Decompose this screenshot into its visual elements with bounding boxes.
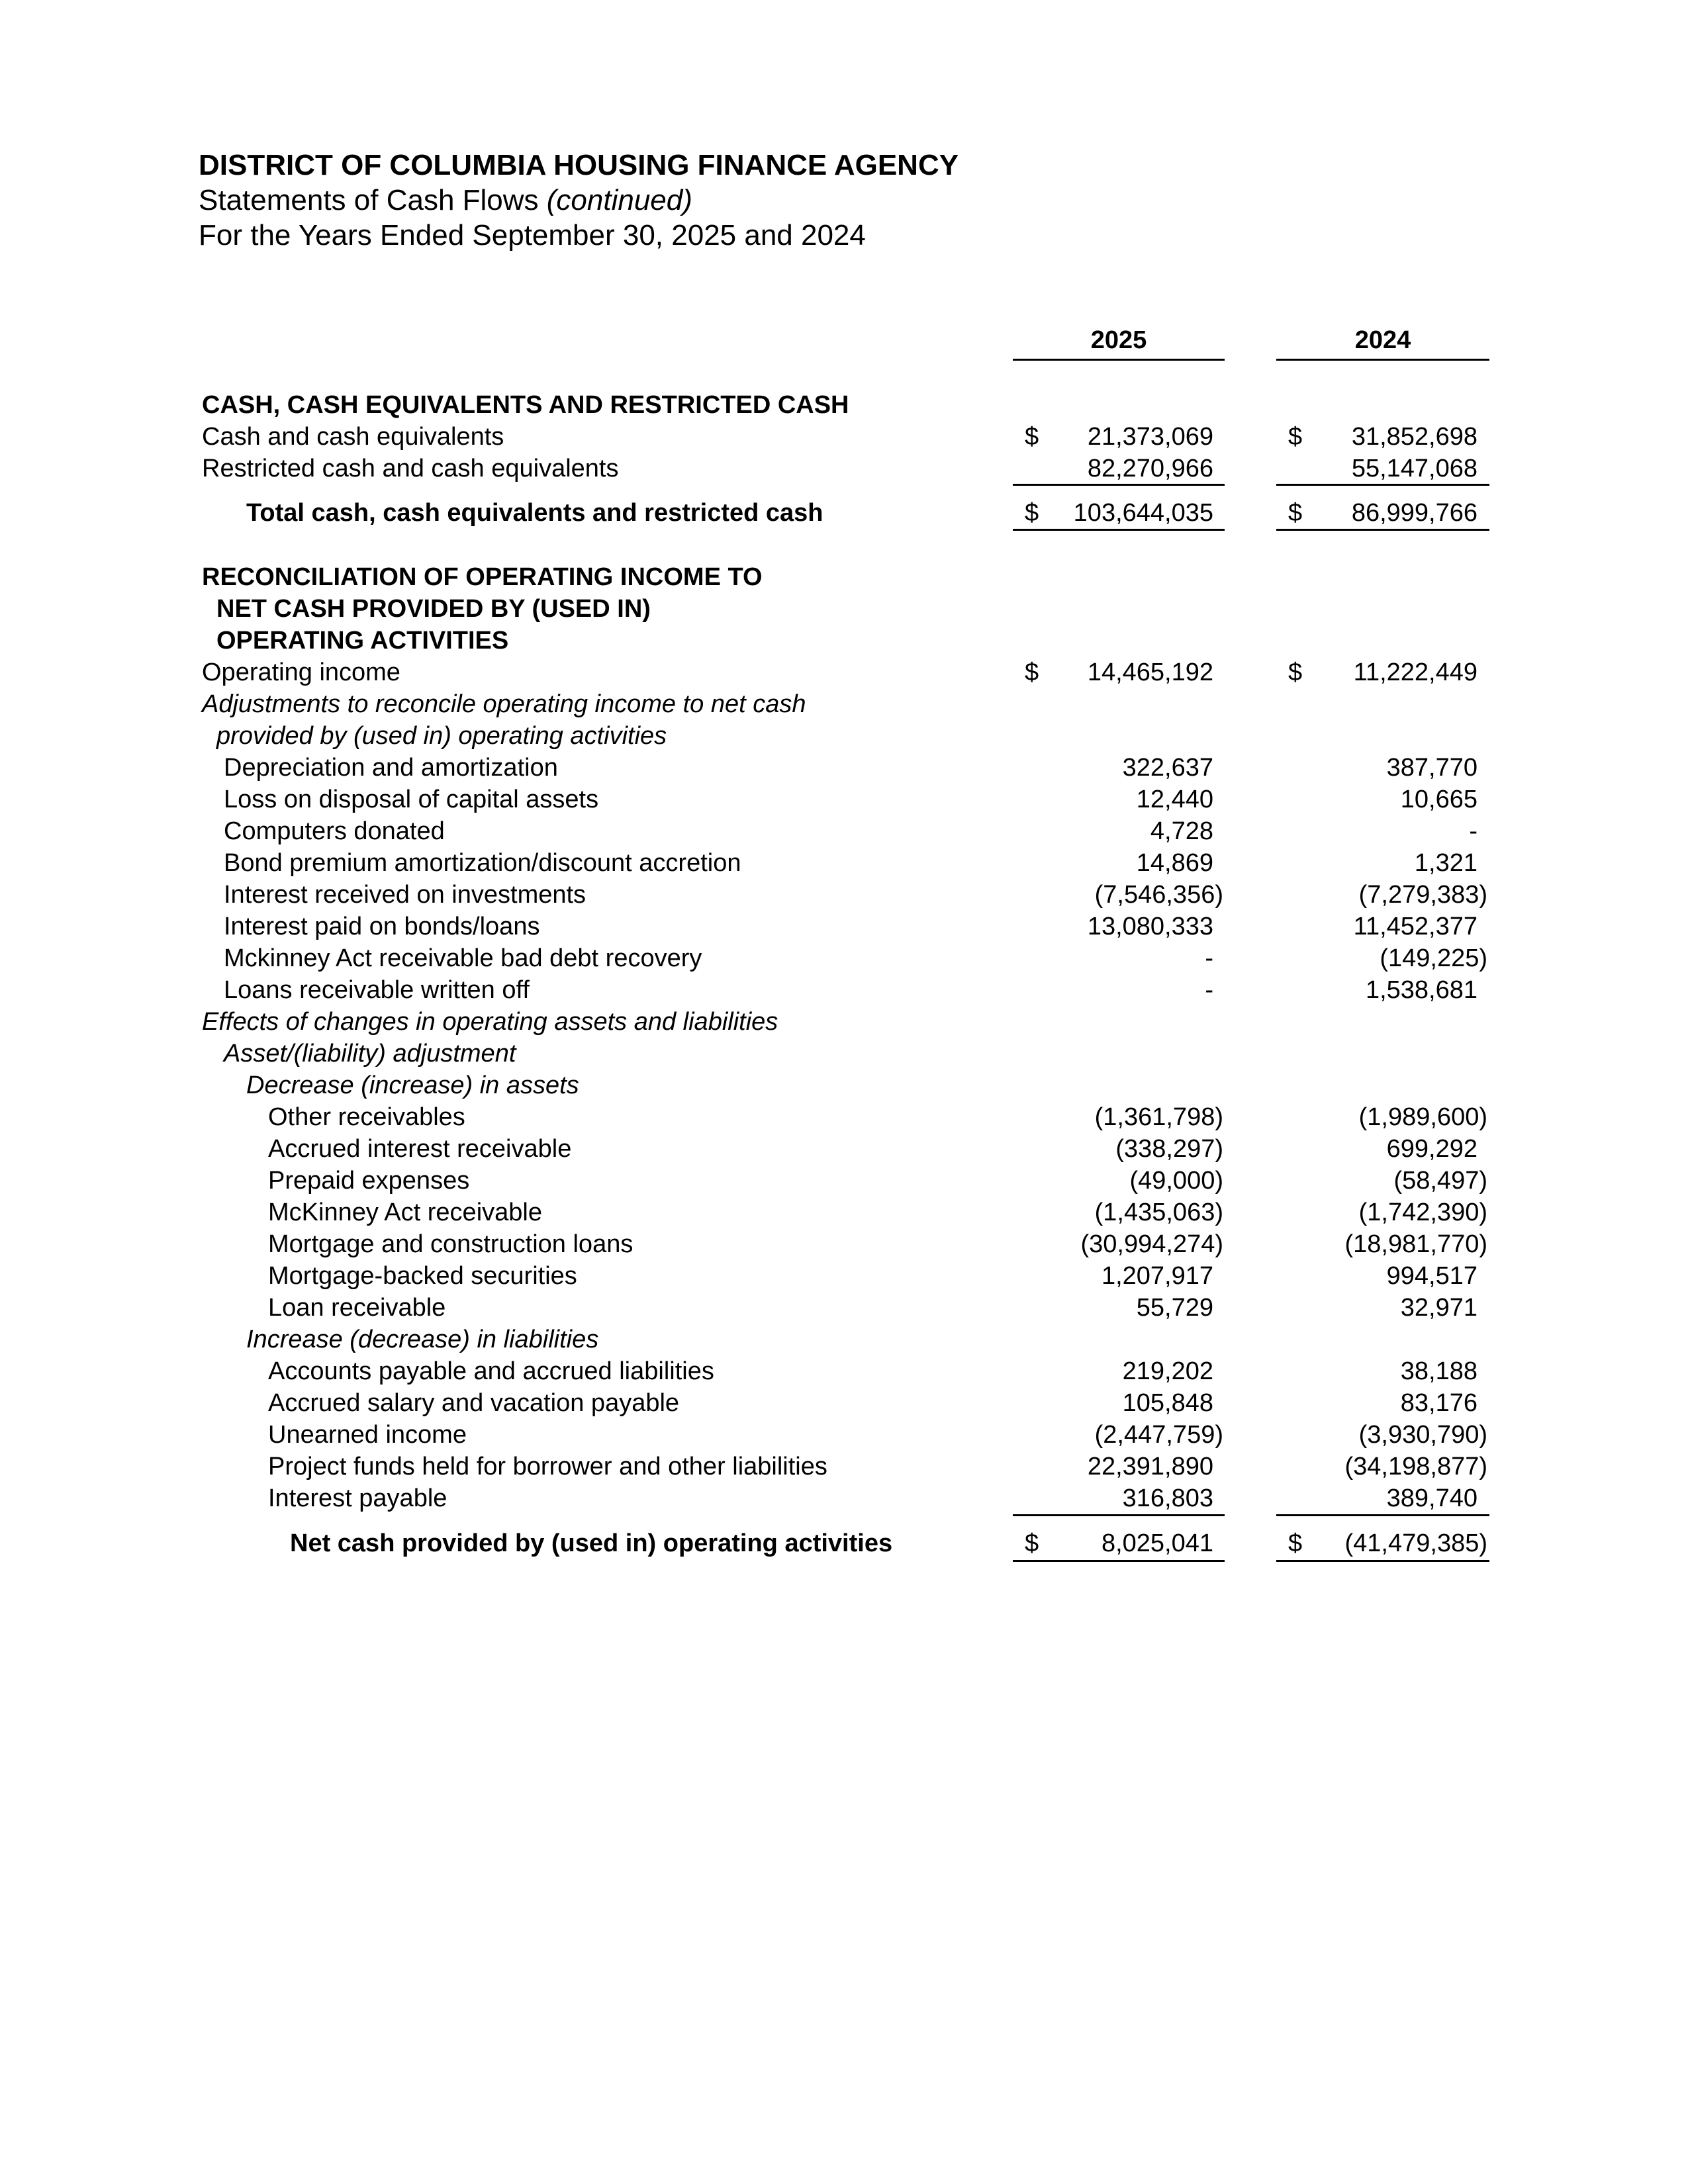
table-row — [0, 942, 1688, 974]
subheading-row — [0, 1038, 1688, 1069]
dollar-sign: $ — [1025, 499, 1039, 527]
row-label: Adjustments to reconcile operating income to net cash — [202, 690, 806, 718]
table-row — [0, 1355, 1688, 1387]
row-label: Cash and cash equivalents — [202, 423, 504, 451]
dollar-sign: $ — [1025, 659, 1039, 686]
column-header-2024: 2024 — [1276, 326, 1489, 361]
row-label: McKinney Act receivable — [268, 1199, 542, 1226]
statement-period: For the Years Ended September 30, 2025 and 2024 — [199, 219, 866, 251]
value-2024: (34,198,877) — [1344, 1453, 1487, 1480]
table-row — [0, 1482, 1688, 1514]
column-header-2025: 2025 — [1013, 326, 1225, 361]
table-row — [0, 1292, 1688, 1324]
table-row — [0, 453, 1688, 484]
table-row — [0, 1197, 1688, 1228]
subtotal-rule — [1276, 484, 1489, 486]
table-row — [0, 1133, 1688, 1165]
row-label: Effects of changes in operating assets and liabilities — [202, 1008, 778, 1036]
value-2025: 13,080,333 — [1087, 913, 1213, 940]
table-row — [0, 847, 1688, 879]
subtotal-rule — [1276, 1514, 1489, 1516]
row-label: Decrease (increase) in assets — [246, 1071, 579, 1099]
row-label: Prepaid expenses — [268, 1167, 470, 1195]
row-label: Accounts payable and accrued liabilities — [268, 1357, 714, 1385]
value-2024: 994,517 — [1386, 1262, 1477, 1290]
value-2024: 389,740 — [1386, 1484, 1477, 1512]
dollar-sign: $ — [1025, 1529, 1039, 1557]
row-label: Increase (decrease) in liabilities — [246, 1326, 599, 1353]
section-heading: NET CASH PROVIDED BY (USED IN) — [216, 595, 651, 623]
subheading-row — [0, 1069, 1688, 1101]
value-2025: 22,391,890 — [1087, 1453, 1213, 1480]
table-row — [0, 879, 1688, 911]
value-2024: 387,770 — [1386, 754, 1477, 782]
row-label: Loan receivable — [268, 1294, 446, 1322]
value-2025: (7,546,356) — [1094, 881, 1223, 909]
value-2024: (58,497) — [1393, 1167, 1487, 1195]
table-row — [0, 1101, 1688, 1133]
recon-heading-row — [0, 561, 1688, 593]
value-2025: (1,435,063) — [1094, 1199, 1223, 1226]
row-label: Mckinney Act receivable bad debt recovery — [224, 944, 702, 972]
statement-name: Statements of Cash Flows — [199, 184, 547, 216]
row-label: Interest payable — [268, 1484, 447, 1512]
continued-note: (continued) — [546, 184, 692, 216]
value-2024: (1,989,600) — [1358, 1103, 1487, 1131]
row-label: Unearned income — [268, 1421, 467, 1449]
row-label: Interest paid on bonds/loans — [224, 913, 540, 940]
total-rule — [1013, 1560, 1225, 1562]
value-2024: 1,321 — [1414, 849, 1477, 877]
org-title: DISTRICT OF COLUMBIA HOUSING FINANCE AGENCY — [199, 149, 959, 181]
value-2025: 1,207,917 — [1101, 1262, 1213, 1290]
table-row — [0, 1451, 1688, 1482]
table-row — [0, 974, 1688, 1006]
value-2025: 8,025,041 — [1101, 1529, 1213, 1557]
table-row — [0, 815, 1688, 847]
recon-heading-row — [0, 593, 1688, 625]
subheading-row — [0, 688, 1688, 720]
table-row — [0, 784, 1688, 815]
value-2025: 316,803 — [1122, 1484, 1213, 1512]
value-2024: 31,852,698 — [1351, 423, 1477, 451]
table-row — [0, 1387, 1688, 1419]
dollar-sign: $ — [1288, 499, 1303, 527]
value-2024: 1,538,681 — [1365, 976, 1477, 1004]
value-2024: (18,981,770) — [1344, 1230, 1487, 1258]
value-2025: 4,728 — [1150, 817, 1213, 845]
value-2025: 55,729 — [1136, 1294, 1213, 1322]
row-label: Net cash provided by (used in) operating activities — [290, 1529, 893, 1557]
total-rule — [1276, 529, 1489, 531]
value-2025: 103,644,035 — [1073, 499, 1213, 527]
value-2024: 11,222,449 — [1353, 659, 1477, 686]
value-2024: (41,479,385) — [1344, 1529, 1487, 1557]
value-2024: 83,176 — [1400, 1389, 1477, 1417]
table-row — [0, 752, 1688, 784]
value-2025: - — [1205, 976, 1213, 1004]
subheading-row — [0, 1006, 1688, 1038]
row-label: Depreciation and amortization — [224, 754, 558, 782]
value-2024: - — [1469, 817, 1477, 845]
value-2024: 699,292 — [1386, 1135, 1477, 1163]
section-heading: CASH, CASH EQUIVALENTS AND RESTRICTED CASH — [202, 391, 849, 419]
row-label: Computers donated — [224, 817, 445, 845]
row-label: Bond premium amortization/discount accretion — [224, 849, 741, 877]
row-label: Restricted cash and cash equivalents — [202, 455, 619, 482]
table-row — [0, 1419, 1688, 1451]
value-2024: 11,452,377 — [1353, 913, 1477, 940]
value-2025: 82,270,966 — [1087, 455, 1213, 482]
row-label: Accrued salary and vacation payable — [268, 1389, 680, 1417]
row-label: Loans receivable written off — [224, 976, 530, 1004]
value-2024: 32,971 — [1400, 1294, 1477, 1322]
section-heading: OPERATING ACTIVITIES — [216, 627, 509, 655]
statement-title — [199, 184, 692, 217]
value-2025: - — [1205, 944, 1213, 972]
value-2024: 38,188 — [1400, 1357, 1477, 1385]
value-2025: (1,361,798) — [1094, 1103, 1223, 1131]
row-label: Project funds held for borrower and other liabilities — [268, 1453, 827, 1480]
value-2024: (3,930,790) — [1358, 1421, 1487, 1449]
dollar-sign: $ — [1288, 1529, 1303, 1557]
value-2025: 105,848 — [1122, 1389, 1213, 1417]
dollar-sign: $ — [1025, 423, 1039, 451]
dollar-sign: $ — [1288, 423, 1303, 451]
row-label: Total cash, cash equivalents and restricted cash — [246, 499, 823, 527]
row-label: provided by (used in) operating activities — [216, 722, 667, 750]
row-label: Loss on disposal of capital assets — [224, 786, 599, 813]
row-label: Operating income — [202, 659, 400, 686]
table-row — [0, 657, 1688, 688]
value-2025: 12,440 — [1136, 786, 1213, 813]
table-row — [0, 1260, 1688, 1292]
row-label: Mortgage and construction loans — [268, 1230, 633, 1258]
total-rule — [1276, 1560, 1489, 1562]
value-2024: (1,742,390) — [1358, 1199, 1487, 1226]
value-2025: (2,447,759) — [1094, 1421, 1223, 1449]
value-2025: 14,465,192 — [1087, 659, 1213, 686]
value-2024: 86,999,766 — [1351, 499, 1477, 527]
row-label: Interest received on investments — [224, 881, 586, 909]
value-2025: (49,000) — [1129, 1167, 1223, 1195]
total-row — [0, 497, 1688, 529]
table-row — [0, 1165, 1688, 1197]
row-label: Mortgage-backed securities — [268, 1262, 577, 1290]
row-label: Accrued interest receivable — [268, 1135, 572, 1163]
subtotal-rule — [1013, 484, 1225, 486]
value-2025: 14,869 — [1136, 849, 1213, 877]
value-2025: 219,202 — [1122, 1357, 1213, 1385]
value-2024: (7,279,383) — [1358, 881, 1487, 909]
value-2024: 55,147,068 — [1351, 455, 1477, 482]
total-rule — [1013, 529, 1225, 531]
table-row — [0, 421, 1688, 453]
row-label: Other receivables — [268, 1103, 465, 1131]
row-label: Asset/(liability) adjustment — [224, 1040, 516, 1068]
value-2025: (30,994,274) — [1080, 1230, 1223, 1258]
subheading-row — [0, 720, 1688, 752]
value-2025: 21,373,069 — [1087, 423, 1213, 451]
value-2025: (338,297) — [1115, 1135, 1223, 1163]
value-2025: 322,637 — [1122, 754, 1213, 782]
recon-heading-row — [0, 625, 1688, 657]
table-row — [0, 911, 1688, 942]
section-heading: RECONCILIATION OF OPERATING INCOME TO — [202, 563, 763, 591]
dollar-sign: $ — [1288, 659, 1303, 686]
subheading-row — [0, 1324, 1688, 1355]
table-row — [0, 1228, 1688, 1260]
value-2024: (149,225) — [1380, 944, 1487, 972]
total-row — [0, 1527, 1688, 1559]
cash-section-heading-row — [0, 389, 1688, 421]
value-2024: 10,665 — [1400, 786, 1477, 813]
subtotal-rule — [1013, 1514, 1225, 1516]
